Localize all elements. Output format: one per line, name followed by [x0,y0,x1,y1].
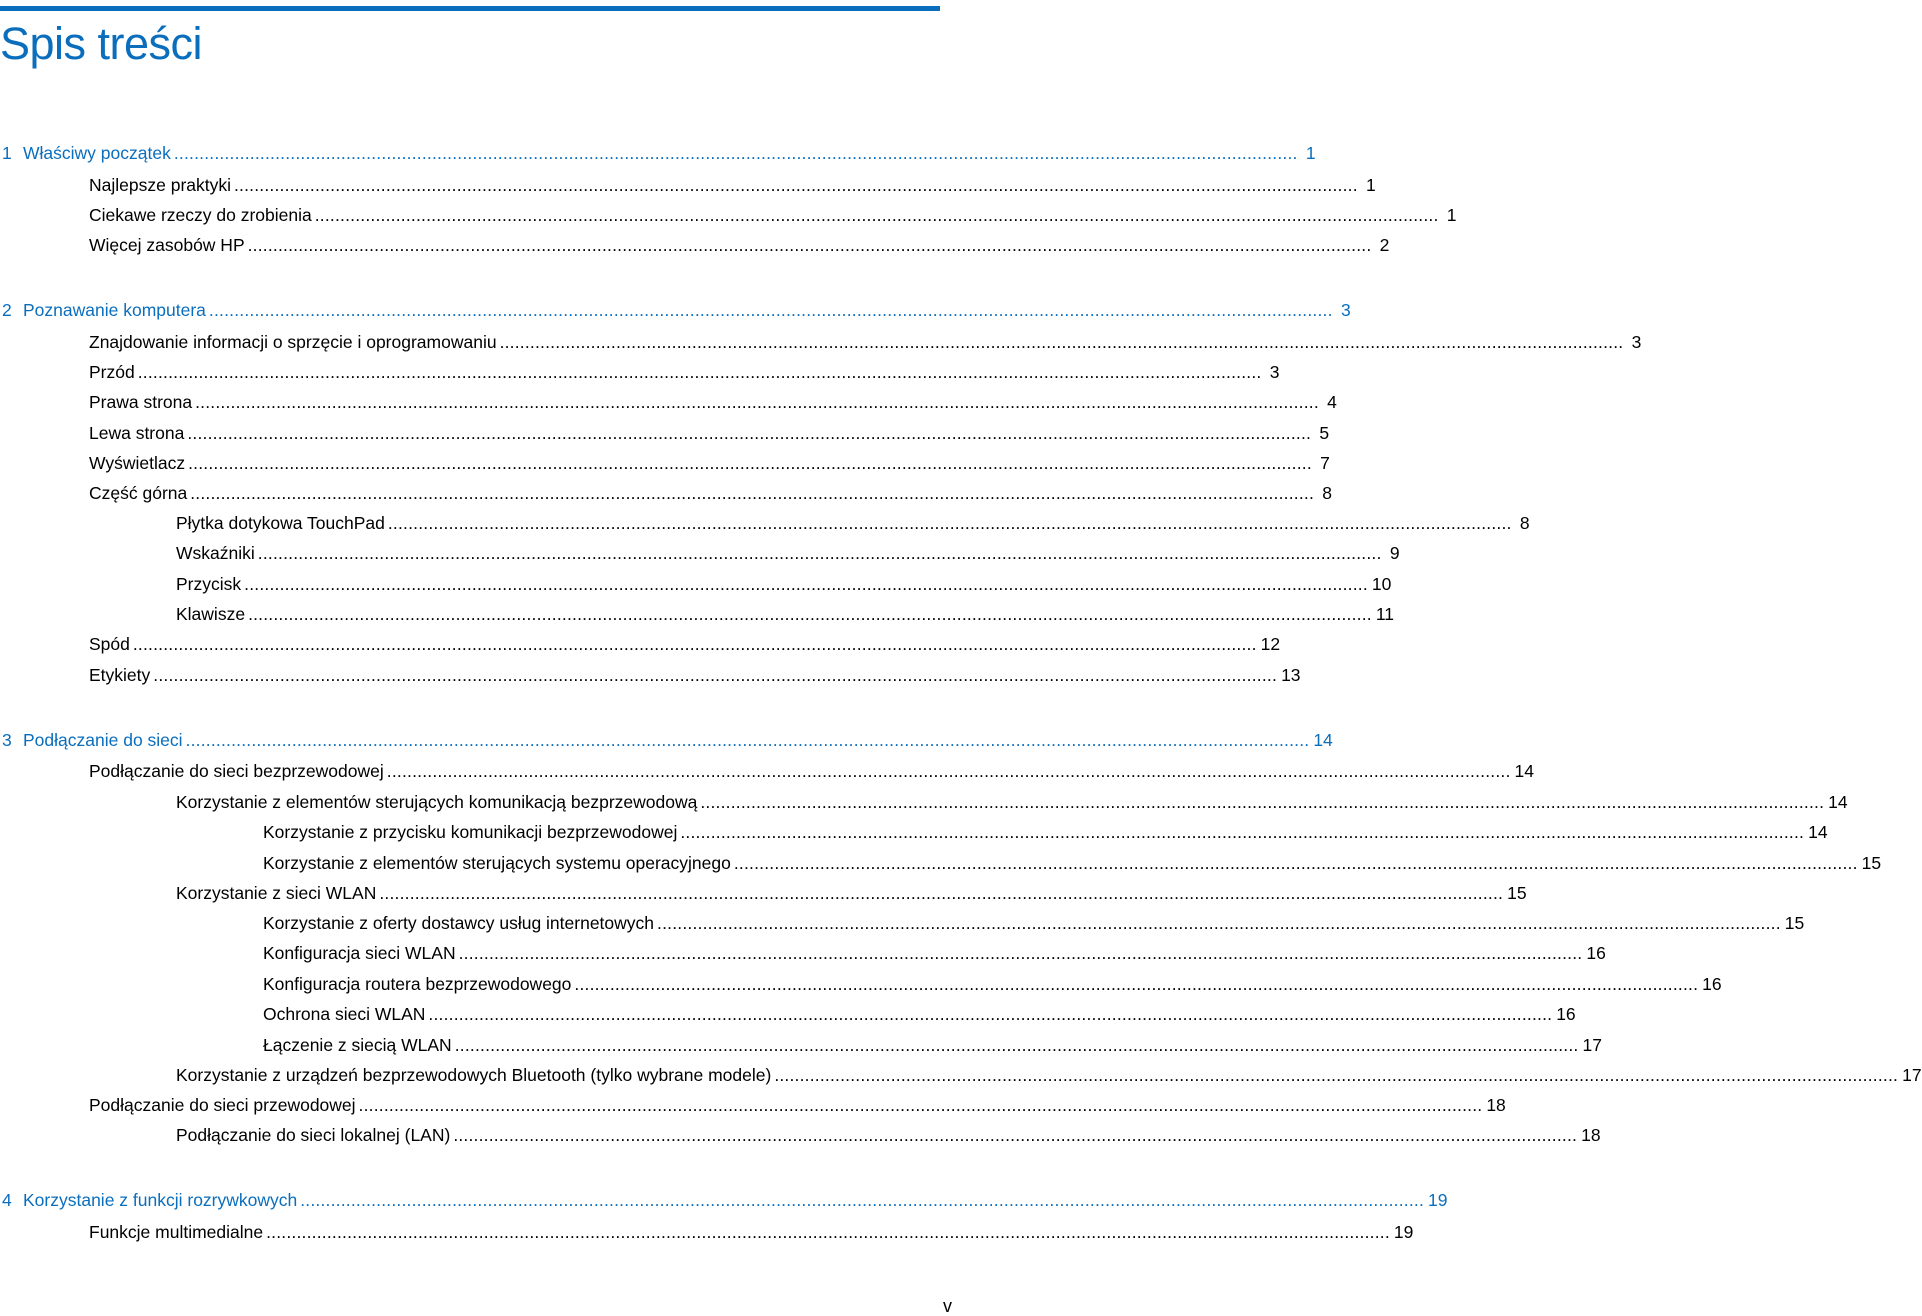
dot-leader: .............................................................................................................................................................................................................................. [454,1035,1579,1055]
dot-leader: .............................................................................................................................................................................................................................. [574,974,1699,994]
toc-entry-label: Spód [89,634,130,654]
toc-page-number: 16 [1702,974,1722,994]
toc-page-number: 17 [1902,1065,1922,1085]
dot-leader: .............................................................................................................................................................................................................................. [248,604,1372,624]
toc-page-number: 5 [1319,423,1330,443]
toc-page-number: 13 [1281,665,1301,685]
toc-entry[interactable] [263,850,1882,874]
toc-page-number: 15 [1861,853,1882,873]
dot-leader: .............................................................................................................................................................................................................................. [774,1065,1899,1085]
dot-leader: .............................................................................................................................................................................................................................. [187,423,1312,443]
dot-leader: .............................................................................................................................................................................................................................. [257,543,1382,563]
dot-leader: .............................................................................................................................................................................................................................. [386,761,1511,781]
dot-leader: .............................................................................................................................................................................................................................. [153,665,1278,685]
toc-entry[interactable] [263,971,1722,995]
toc-entry-label: Funkcje multimedialne [89,1222,264,1242]
toc-entry[interactable] [263,1001,1576,1025]
toc-entry[interactable] [176,1122,1601,1146]
toc-page-number: 16 [1586,943,1606,963]
toc-page-number: 18 [1486,1095,1506,1115]
toc-entry[interactable] [263,1032,1602,1056]
dot-leader: .............................................................................................................................................................................................................................. [188,453,1312,473]
toc-entry-label: Więcej zasobów HP [89,235,245,255]
toc-chapter-2[interactable] [2,297,1351,321]
toc-entry[interactable] [176,789,1848,813]
dot-leader: .............................................................................................................................................................................................................................. [247,235,1372,255]
toc-page-number: 3 [1340,300,1351,320]
toc-entry-label: Najlepsze praktyki [89,175,231,195]
dot-leader: .............................................................................................................................................................................................................................. [387,513,1512,533]
toc-page-number: 1 [1366,175,1376,195]
toc-entry[interactable] [89,1092,1506,1116]
toc-page-number: 8 [1519,513,1530,533]
chapter-number: 1 [2,143,12,163]
toc-page-number: 15 [1784,913,1805,933]
toc-entry[interactable] [176,1062,1922,1086]
page-number-footer: v [943,1296,952,1316]
toc-entry[interactable] [89,662,1301,686]
toc-entry[interactable] [89,389,1337,413]
toc-entry-label: Konfiguracja sieci WLAN [263,943,456,963]
toc-page-number: 3 [1631,332,1642,352]
toc-page-number: 19 [1428,1190,1448,1210]
toc-entry-label: Ciekawe rzeczy do zrobienia [89,205,312,225]
toc-entry-label: Korzystanie z elementów sterujących systemu operacyjnego [263,853,731,873]
toc-entry[interactable] [89,420,1330,444]
toc-entry[interactable] [89,450,1330,474]
toc-entry[interactable] [89,758,1535,782]
toc-entry[interactable] [89,631,1281,655]
toc-entry[interactable] [263,819,1828,843]
toc-chapter-4[interactable] [2,1187,1448,1211]
dot-leader: .............................................................................................................................................................................................................................. [208,300,1333,320]
toc-entry-label: Znajdowanie informacji o sprzęcie i oprogramowaniu [89,332,497,352]
toc-entry-label: Korzystanie z urządzeń bezprzewodowych Bluetooth (tylko wybrane modele) [176,1065,772,1085]
toc-entry-label: Wyświetlacz [89,453,186,473]
toc-entry-label: Właściwy początek [23,143,171,163]
toc-page-number: 8 [1322,483,1333,503]
toc-page-number: 4 [1327,392,1337,412]
toc-entry-label: Poznawanie komputera [23,300,206,320]
chapter-number: 3 [2,730,12,750]
dot-leader: .............................................................................................................................................................................................................................. [314,205,1439,225]
toc-entry-label: Łączenie z siecią WLAN [263,1035,452,1055]
dot-leader: .............................................................................................................................................................................................................................. [453,1125,1578,1145]
dot-leader: .............................................................................................................................................................................................................................. [132,634,1257,654]
toc-entry-label: Podłączanie do sieci [23,730,183,750]
chapter-number: 4 [2,1190,12,1210]
toc-entry-label: Korzystanie z oferty dostawcy usług internetowych [263,913,655,933]
toc-entry[interactable] [89,1219,1414,1243]
dot-leader: .............................................................................................................................................................................................................................. [358,1095,1483,1115]
toc-page-number: 14 [1313,730,1333,750]
toc-page-number: 14 [1514,761,1535,781]
toc-entry-label: Konfiguracja routera bezprzewodowego [263,974,572,994]
toc-page-number: 1 [1446,205,1457,225]
dot-leader: .............................................................................................................................................................................................................................. [173,143,1298,163]
toc-page-number: 2 [1379,235,1390,255]
dot-leader: .............................................................................................................................................................................................................................. [657,913,1781,933]
toc-entry-label: Korzystanie z elementów sterujących komunikacją bezprzewodową [176,792,698,812]
toc-entry-label: Podłączanie do sieci bezprzewodowej [89,761,384,781]
toc-chapter-1[interactable] [2,140,1316,164]
toc-entry[interactable] [89,480,1333,504]
toc-entry-label: Ochrona sieci WLAN [263,1004,426,1024]
toc-page-number: 14 [1828,792,1848,812]
toc-entry-label: Etykiety [89,665,151,685]
dot-leader: .............................................................................................................................................................................................................................. [499,332,1624,352]
dot-leader: .............................................................................................................................................................................................................................. [733,853,1858,873]
dot-leader: .............................................................................................................................................................................................................................. [234,175,1358,195]
toc-entry[interactable] [176,510,1530,534]
toc-page-number: 7 [1320,453,1330,473]
toc-entry-label: Lewa strona [89,423,185,443]
dot-leader: .............................................................................................................................................................................................................................. [458,943,1583,963]
toc-page-number: 17 [1582,1035,1602,1055]
toc-entry-label: Płytka dotykowa TouchPad [176,513,385,533]
dot-leader: .............................................................................................................................................................................................................................. [680,822,1805,842]
toc-entry[interactable] [263,910,1805,934]
toc-page-number: 9 [1389,543,1400,563]
dot-leader: .............................................................................................................................................................................................................................. [266,1222,1390,1242]
chapter-number: 2 [2,300,12,320]
dot-leader: .............................................................................................................................................................................................................................. [137,362,1262,382]
toc-entry-label: Klawisze [176,604,246,624]
toc-entry-label: Prawa strona [89,392,193,412]
toc-entry[interactable] [176,880,1527,904]
toc-page-number: 1 [1305,143,1316,163]
toc-entry-label: Korzystanie z przycisku komunikacji bezprzewodowej [263,822,678,842]
toc-entry[interactable] [263,940,1606,964]
toc-entry[interactable] [176,571,1392,595]
toc-entry-label: Podłączanie do sieci przewodowej [89,1095,356,1115]
dot-leader: .............................................................................................................................................................................................................................. [700,792,1825,812]
toc-entry-label: Korzystanie z sieci WLAN [176,883,377,903]
toc-page-number: 19 [1393,1222,1414,1242]
dot-leader: .............................................................................................................................................................................................................................. [379,883,1504,903]
toc-entry[interactable] [89,329,1642,353]
page-title: Spis treści [0,18,203,69]
toc-entry-label: Część górna [89,483,188,503]
toc-entry[interactable] [176,540,1400,564]
dot-leader: .............................................................................................................................................................................................................................. [300,1190,1425,1210]
toc-entry[interactable] [89,359,1280,383]
toc-entry-label: Przycisk [176,574,242,594]
toc-entry[interactable] [89,232,1390,256]
toc-entry[interactable] [176,601,1395,625]
toc-page-number: 15 [1507,883,1527,903]
dot-leader: .............................................................................................................................................................................................................................. [185,730,1310,750]
toc-entry-label: Podłączanie do sieci lokalnej (LAN) [176,1125,451,1145]
toc-page-number: 3 [1269,362,1280,382]
toc-entry-label: Przód [89,362,135,382]
dot-leader: .............................................................................................................................................................................................................................. [428,1004,1553,1024]
toc-entry-label: Wskaźniki [176,543,255,563]
toc-entry-label: Korzystanie z funkcji rozrywkowych [23,1190,298,1210]
toc-page-number: 12 [1260,634,1281,654]
toc-entry[interactable] [89,172,1376,196]
dot-leader: .............................................................................................................................................................................................................................. [190,483,1315,503]
toc-page-number: 10 [1371,574,1392,594]
toc-page-number: 11 [1375,604,1395,624]
toc-chapter-3[interactable] [2,727,1333,751]
toc-page-number: 14 [1808,822,1828,842]
toc-entry[interactable] [89,202,1457,226]
dot-leader: .............................................................................................................................................................................................................................. [195,392,1319,412]
toc-page-number: 16 [1556,1004,1576,1024]
dot-leader: .............................................................................................................................................................................................................................. [244,574,1368,594]
toc-page-number: 18 [1581,1125,1601,1145]
